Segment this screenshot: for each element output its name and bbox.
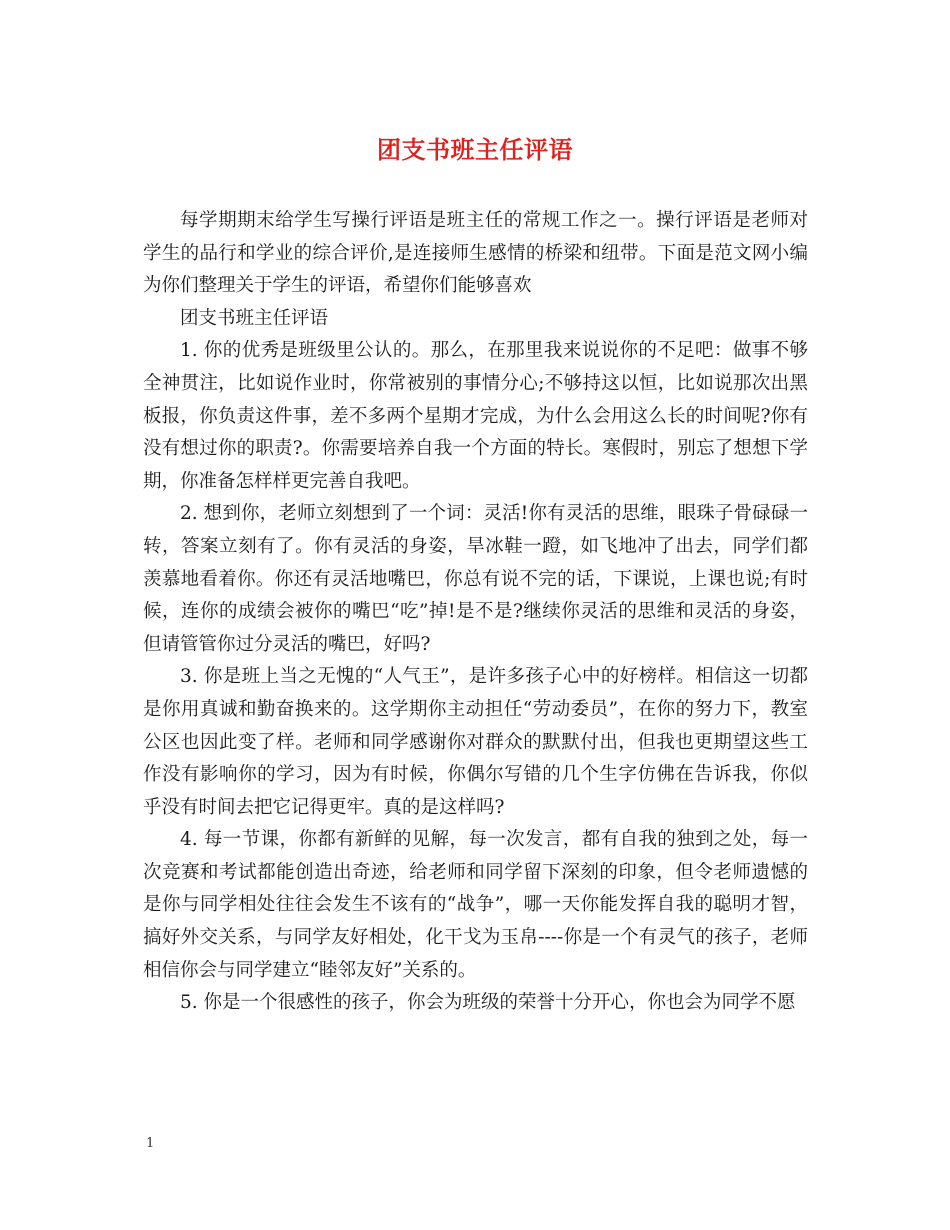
comment-paragraph-3: 3. 你是班上当之无愧的“人气王”，是许多孩子心中的好榜样。相信这一切都是你用真诚和勤奋换来的。这学期你主动担任“劳动委员”，在你的努力下，教室公区也因此变了样。老师和同学感谢你对群众的默默付出，但我也更期望这些工作没有影响你的学习，因为有时候，你偶尔写错的几个生字仿佛在告诉我，你似乎没有时间去把它记得更牢。真的是这样吗? (143, 666, 808, 818)
page-number: 1 (146, 1136, 155, 1151)
comment-paragraph-4: 4. 每一节课，你都有新鲜的见解，每一次发言，都有自我的独到之处，每一次竞赛和考试都能创造出奇迹，给老师和同学留下深刻的印象，但令老师遗憾的是你与同学相处往往会发生不该有的“战争”，哪一天你能发挥自我的聪明才智，搞好外交关系，与同学友好相处，化干戈为玉帛----你是一个有灵气的孩子，老师相信你会与同学建立“睦邻友好”关系的。 (143, 829, 808, 981)
section-heading: 团支书班主任评语 (180, 307, 329, 329)
document-title: 团支书班主任评语 (377, 135, 573, 164)
comment-paragraph-2: 2. 想到你，老师立刻想到了一个词：灵活!你有灵活的思维，眼珠子骨碌碌一转，答案立刻有了。你有灵活的身姿，旱冰鞋一蹬，如飞地冲了出去，同学们都羡慕地看着你。你还有灵活地嘴巴，你总有说不完的话，下课说，上课也说;有时候，连你的成绩会被你的嘴巴“吃”掉!是不是?继续你灵活的思维和灵活的身姿，但请管管你过分灵活的嘴巴，好吗? (143, 503, 808, 655)
comment-paragraph-1: 1. 你的优秀是班级里公认的。那么，在那里我来说说你的不足吧：做事不够全神贯注，比如说作业时，你常被别的事情分心;不够持这以恒，比如说那次出黑板报，你负责这件事，差不多两个星期才完成，为什么会用这么长的时间呢?你有没有想过你的职责?。你需要培养自我一个方面的特长。寒假时，别忘了想想下学期，你准备怎样样更完善自我吧。 (143, 340, 808, 492)
document-body (143, 205, 808, 1020)
intro-paragraph: 每学期期末给学生写操行评语是班主任的常规工作之一。操行评语是老师对学生的品行和学业的综合评价,是连接师生感情的桥梁和纽带。下面是范文网小编为你们整理关于学生的评语，希望你们能够喜欢 (143, 210, 808, 297)
comment-paragraph-5: 5. 你是一个很感性的孩子，你会为班级的荣誉十分开心，你也会为同学不愿 (180, 992, 796, 1014)
